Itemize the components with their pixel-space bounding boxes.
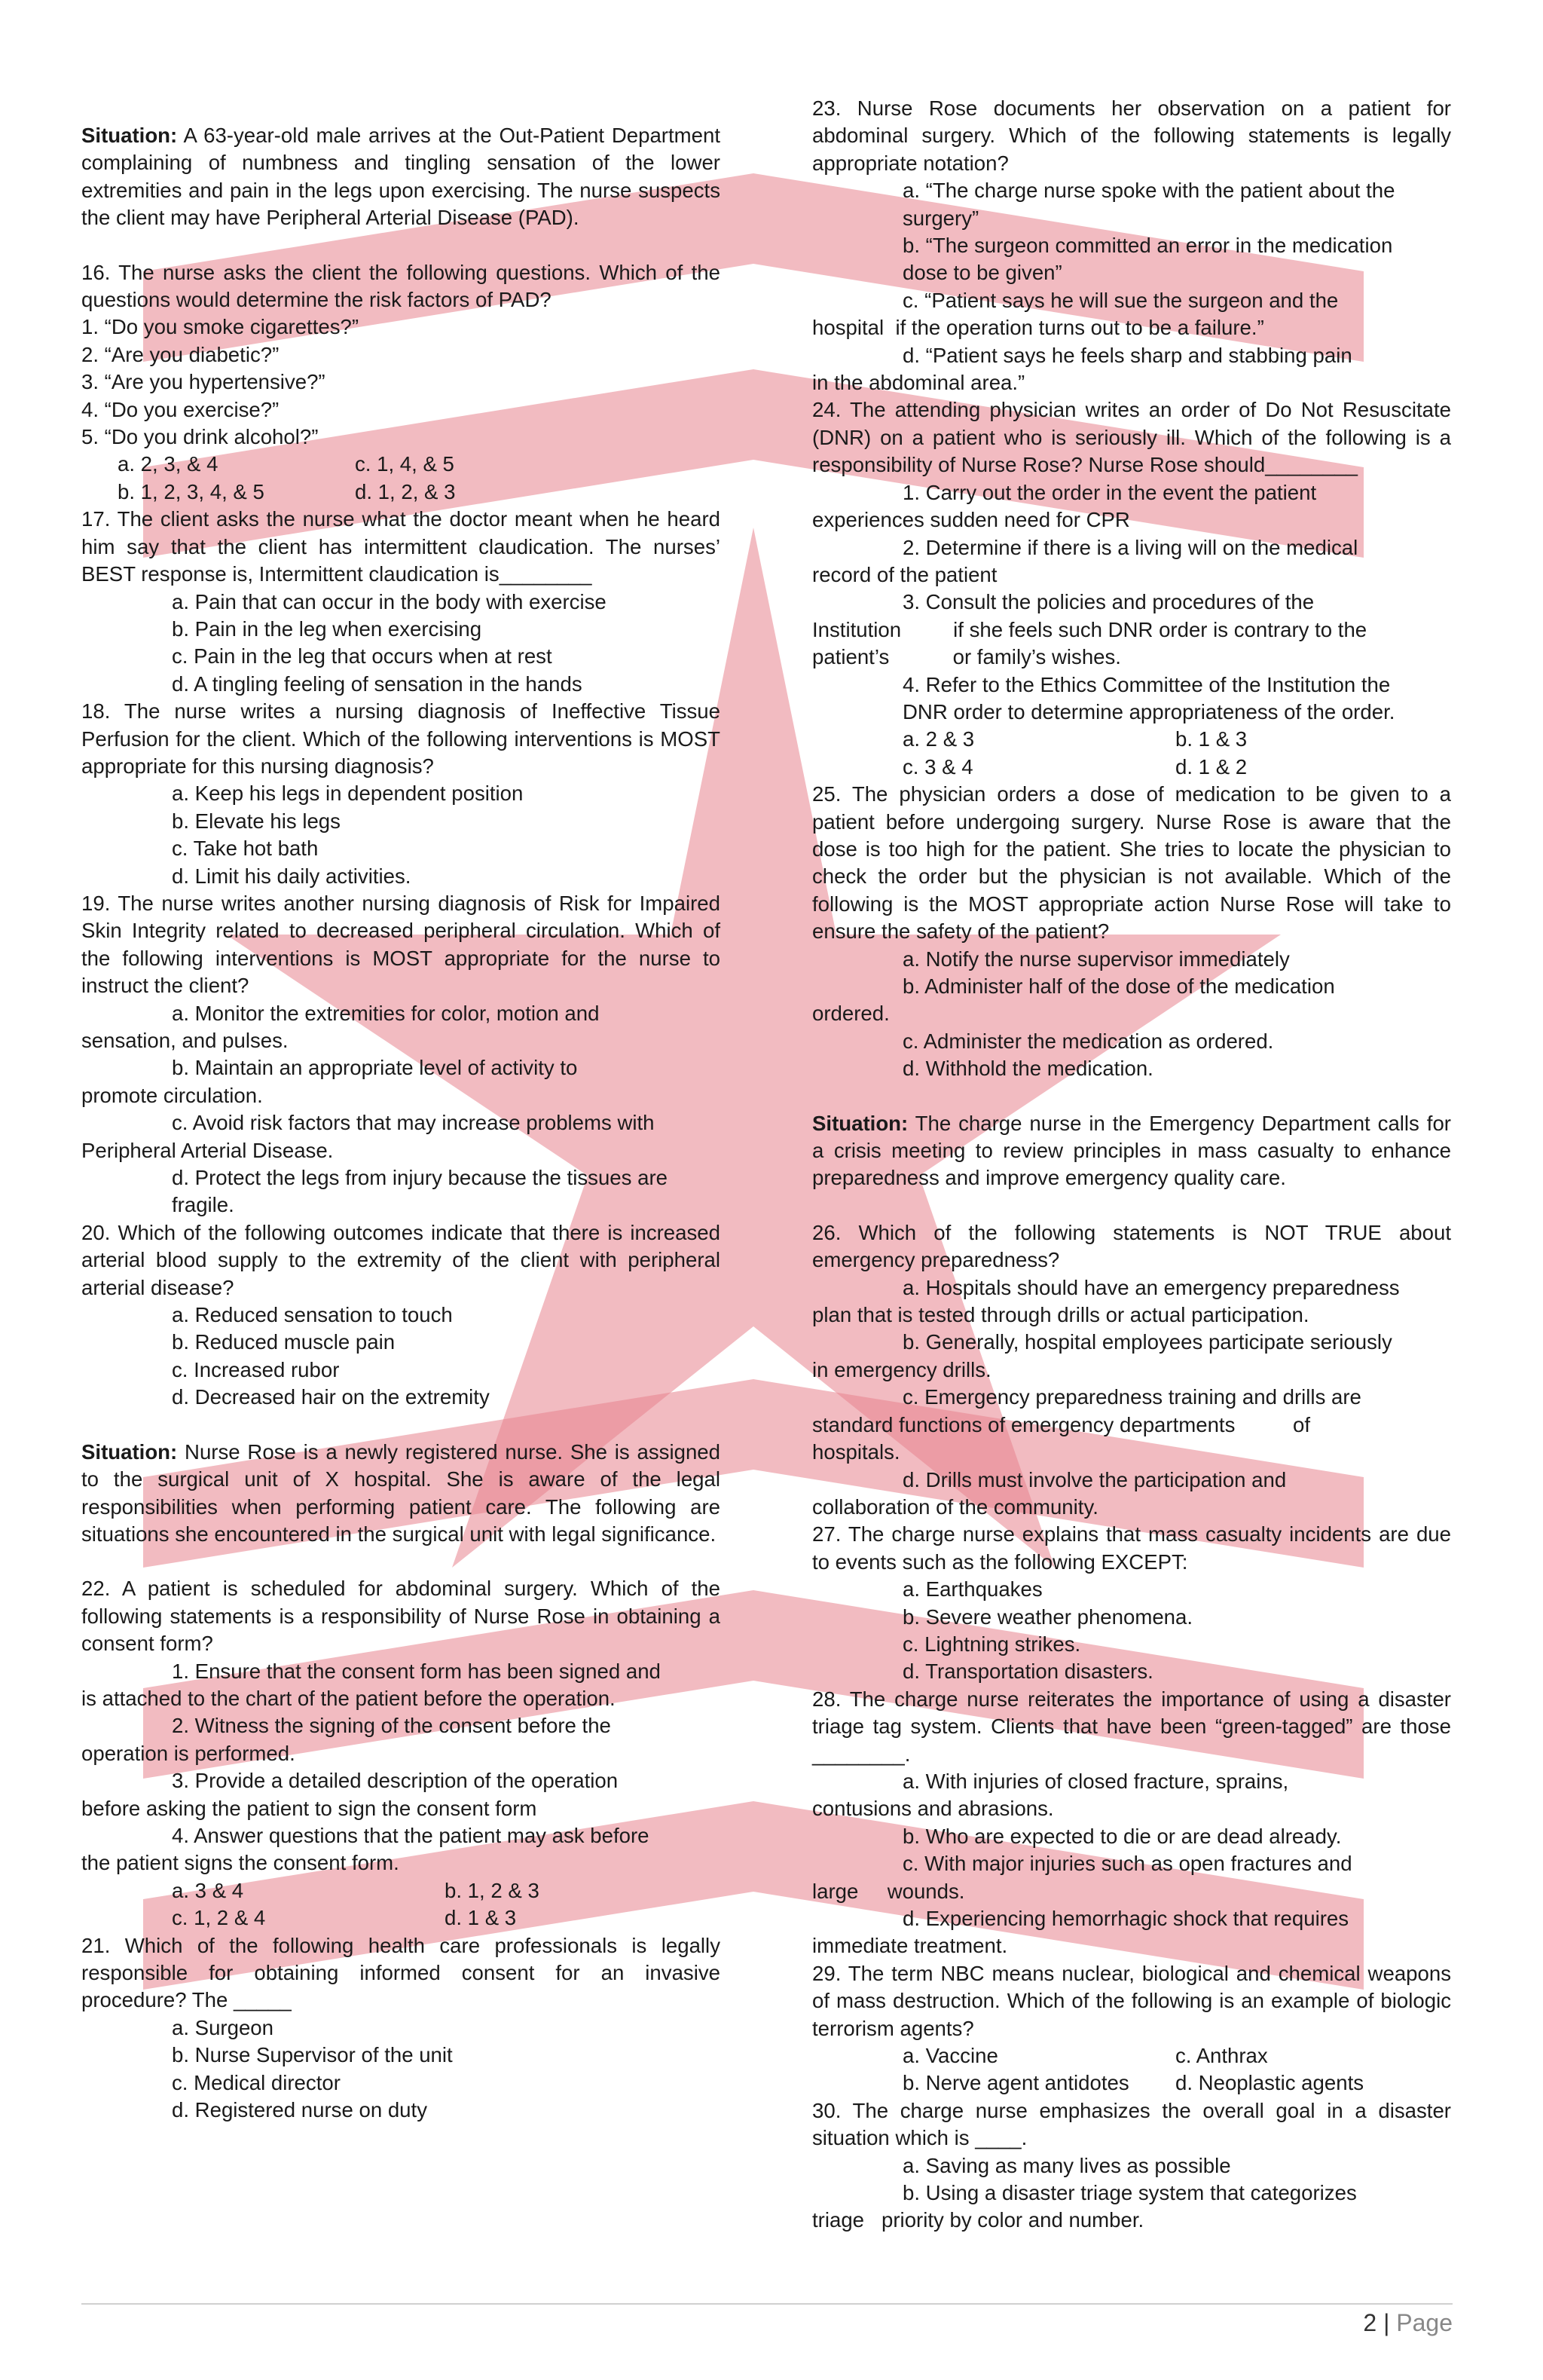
choice-b-cont: promote circulation.	[81, 1083, 263, 1107]
item-3: 3. Consult the policies and procedures of the	[903, 590, 1315, 614]
choice-b-cont: dose to be given”	[903, 261, 1062, 285]
item-1-cont: is attached to the chart of the patient before the operation.	[81, 1686, 616, 1710]
choice-c: c. Lightning strikes.	[903, 1632, 1081, 1656]
question-22: 22. A patient is scheduled for abdominal surgery. Which of the following statements is a responsibility of Nurse Rose in obtaining a consent form?	[81, 1577, 720, 1656]
choice-c-cont: standard functions of emergency departments of	[812, 1412, 1311, 1436]
choice-a: a. Surgeon	[172, 2015, 274, 2039]
choice-b: b. Using a disaster triage system that categorizes	[903, 2181, 1357, 2205]
choice-b: b. 1, 2 & 3	[445, 1878, 539, 1902]
choice-c: c. Pain in the leg that occurs when at rest	[172, 644, 552, 668]
choice-d: d. Limit his daily activities.	[172, 864, 411, 888]
choice-c-cont: hospitals.	[812, 1440, 900, 1464]
choice-a: a. Pain that can occur in the body with exercise	[172, 589, 607, 613]
choice-b: b. “The surgeon committed an error in the medication	[903, 234, 1393, 258]
choice-c: c. 1, 4, & 5	[355, 452, 454, 476]
choice-d: d. Protect the legs from injury because the tissues are	[172, 1166, 668, 1190]
choice-b-cont: triage priority by color and number.	[812, 2208, 1144, 2232]
choice-b: b. Who are expected to die or are dead already.	[903, 1824, 1342, 1848]
item-4-cont: DNR order to determine appropriateness of the order.	[903, 699, 1395, 723]
choice-d: d. Drills must involve the participation and	[903, 1467, 1287, 1491]
choice-c: c. 1, 2 & 4	[172, 1906, 266, 1930]
choice-c-cont: large wounds.	[812, 1879, 965, 1903]
choice-b: b. Elevate his legs	[172, 809, 341, 833]
question-16: 16. The nurse asks the client the following questions. Which of the questions would determine the risk factors of PAD?	[81, 260, 720, 312]
q16-item: 2. “Are you diabetic?”	[81, 342, 280, 366]
choice-c: c. Avoid risk factors that may increase problems with	[172, 1111, 655, 1135]
choice-a: a. Hospitals should have an emergency preparedness	[903, 1275, 1400, 1299]
choice-b: b. Reduced muscle pain	[172, 1330, 396, 1354]
choice-d: d. Decreased hair on the extremity	[172, 1385, 490, 1409]
item-3: 3. Provide a detailed description of the operation	[172, 1769, 619, 1793]
choice-b: b. 1 & 3	[1175, 727, 1248, 751]
choice-a: a. Reduced sensation to touch	[172, 1303, 453, 1327]
choice-a: a. “The charge nurse spoke with the patient about the	[903, 179, 1395, 203]
question-30: 30. The charge nurse emphasizes the overall goal in a disaster situation which is ____.	[812, 2098, 1451, 2150]
question-17: 17. The client asks the nurse what the doctor meant when he heard him say that the client has intermittent claudication. The nurses’ BEST response is, Intermittent claudication is________	[81, 507, 720, 586]
item-2: 2. Determine if there is a living will on the medical	[903, 535, 1358, 559]
choice-c: c. Take hot bath	[172, 837, 319, 861]
choice-c-cont: Peripheral Arterial Disease.	[81, 1138, 334, 1162]
choice-c: c. With major injuries such as open fractures and	[903, 1852, 1352, 1876]
choice-d: d. Registered nurse on duty	[172, 2098, 427, 2122]
choice-b-cont: ordered.	[812, 1002, 890, 1026]
item-3-cont: patient’s or family’s wishes.	[812, 645, 1121, 669]
choice-d-cont: in the abdominal area.”	[812, 371, 1025, 395]
choice-d: d. “Patient says he feels sharp and stabbing pain	[903, 343, 1352, 367]
item-4: 4. Answer questions that the patient may ask before	[172, 1823, 649, 1847]
item-1-cont: experiences sudden need for CPR	[812, 508, 1130, 532]
question-19: 19. The nurse writes another nursing diagnosis of Risk for Impaired Skin Integrity related to decreased peripheral circulation. Which of the following interventions is MOST appropriate for the nurse to instruct the client?	[81, 891, 720, 998]
choice-a: a. Saving as many lives as possible	[903, 2153, 1231, 2177]
choice-d: d. Transportation disasters.	[903, 1660, 1153, 1684]
choice-c: c. Medical director	[172, 2070, 341, 2094]
choice-d: d. Withhold the medication.	[903, 1057, 1153, 1081]
question-27: 27. The charge nurse explains that mass casualty incidents are due to events such as the following EXCEPT:	[812, 1522, 1451, 1574]
choice-d: d. Experiencing hemorrhagic shock that requires	[903, 1907, 1349, 1930]
choice-a: a. Vaccine	[903, 2044, 998, 2068]
choice-a: a. Monitor the extremities for color, motion and	[172, 1001, 600, 1025]
choice-a: a. Keep his legs in dependent position	[172, 782, 524, 806]
question-23: 23. Nurse Rose documents her observation on a patient for abdominal surgery. Which of the following statements is legally appropriate notation?	[812, 96, 1451, 175]
choice-b: b. Nurse Supervisor of the unit	[172, 2043, 453, 2067]
item-3-cont: before asking the patient to sign the consent form	[81, 1796, 537, 1820]
choice-b: b. Nerve agent antidotes	[903, 2071, 1129, 2095]
question-26: 26. Which of the following statements is NOT TRUE about emergency preparedness?	[812, 1220, 1451, 1272]
choice-d: d. A tingling feeling of sensation in the hands	[172, 671, 582, 696]
choice-d-cont: immediate treatment.	[812, 1934, 1008, 1958]
choice-d: d. 1 & 3	[445, 1906, 517, 1930]
choice-a: a. Earthquakes	[903, 1577, 1043, 1601]
item-1: 1. Ensure that the consent form has been signed and	[172, 1659, 661, 1683]
choice-d-cont: fragile.	[172, 1193, 234, 1217]
item-2-cont: record of the patient	[812, 562, 998, 586]
item-3-cont: Institution if she feels such DNR order is contrary to the	[812, 617, 1367, 641]
choice-d-cont: collaboration of the community.	[812, 1494, 1098, 1519]
question-18: 18. The nurse writes a nursing diagnosis of Ineffective Tissue Perfusion for the client. Which of the following interventions is MOST appropriate for this nursing diagnosis?	[81, 699, 720, 778]
left-column	[81, 95, 720, 2124]
choice-a: a. 3 & 4	[172, 1878, 244, 1902]
choice-b: b. Maintain an appropriate level of activity to	[172, 1056, 578, 1080]
choice-c: c. 3 & 4	[903, 754, 973, 779]
footer-divider	[81, 2303, 1453, 2305]
choice-b: b. 1, 2, 3, 4, & 5	[118, 479, 264, 503]
question-24: 24. The attending physician writes an order of Do Not Resuscitate (DNR) on a patient who is seriously ill. Which of the following is a responsibility of Nurse Rose? Nurse Rose should________	[812, 398, 1451, 477]
choice-a-cont: surgery”	[903, 206, 979, 230]
page-number: 2 | Page	[1363, 2309, 1453, 2336]
choice-b: b. Severe weather phenomena.	[903, 1605, 1193, 1629]
choice-c: c. Administer the medication as ordered.	[903, 1029, 1274, 1053]
situation-paragraph: Situation: The charge nurse in the Emergency Department calls for a crisis meeting to review principles in mass casualty to enhance preparedness and improve emergency quality care.	[812, 1111, 1451, 1190]
situation-paragraph: Situation: A 63-year-old male arrives at the Out-Patient Department complaining of numbness and tingling sensation of the lower extremities and pain in the legs upon exercising. The nurse suspects the client may have Peripheral Arterial Disease (PAD).	[81, 124, 720, 230]
item-4: 4. Refer to the Ethics Committee of the Institution the	[903, 672, 1391, 696]
choice-a: a. 2 & 3	[903, 727, 975, 751]
choice-d: d. Neoplastic agents	[1175, 2071, 1364, 2095]
choice-b: b. Generally, hospital employees participate seriously	[903, 1330, 1392, 1354]
q16-item: 4. “Do you exercise?”	[81, 397, 280, 421]
question-20: 20. Which of the following outcomes indicate that there is increased arterial blood supply to the extremity of the client with peripheral arterial disease?	[81, 1220, 720, 1299]
choice-a-cont: sensation, and pulses.	[81, 1029, 289, 1052]
q16-item: 5. “Do you drink alcohol?”	[81, 425, 319, 449]
question-25: 25. The physician orders a dose of medication to be given to a patient before undergoing surgery. Nurse Rose is aware that the dose is too high for the patient. She tries to locate the physician to check the order but the physician is not available. Which of the following is the MOST appropriate action Nurse Rose will take to ensure the safety of the patient?	[812, 782, 1451, 944]
choice-c: c. Increased rubor	[172, 1357, 340, 1381]
choice-a-cont: contusions and abrasions.	[812, 1797, 1054, 1821]
question-21: 21. Which of the following health care professionals is legally responsible for obtaining informed consent for an invasive procedure? The _____	[81, 1933, 720, 2012]
choice-c-cont: hospital if the operation turns out to be a failure.”	[812, 316, 1264, 340]
right-column	[812, 95, 1451, 2235]
item-4-cont: the patient signs the consent form.	[81, 1851, 399, 1875]
choice-a-cont: plan that is tested through drills or actual participation.	[812, 1303, 1309, 1327]
question-29: 29. The term NBC means nuclear, biological and chemical weapons of mass destruction. Which of the following is an example of biologic terrorism agents?	[812, 1961, 1451, 2040]
choice-c: c. “Patient says he will sue the surgeon and the	[903, 288, 1339, 312]
choice-d: d. 1, 2, & 3	[355, 479, 456, 503]
item-1: 1. Carry out the order in the event the patient	[903, 480, 1317, 504]
question-28: 28. The charge nurse reiterates the importance of using a disaster triage tag system. Clients that have been “green-tagged” are those ________.	[812, 1687, 1451, 1766]
choice-d: d. 1 & 2	[1175, 754, 1248, 779]
choice-a: a. With injuries of closed fracture, sprains,	[903, 1769, 1289, 1793]
choice-a: a. 2, 3, & 4	[118, 452, 218, 476]
q16-item: 3. “Are you hypertensive?”	[81, 370, 325, 394]
q16-item: 1. “Do you smoke cigarettes?”	[81, 315, 359, 339]
choice-b-cont: in emergency drills.	[812, 1357, 991, 1381]
situation-paragraph: Situation: Nurse Rose is a newly registered nurse. She is assigned to the surgical unit of X hospital. She is aware of the legal responsibilities when performing patient care. The following are situations she encountered in the surgical unit with legal significance.	[81, 1439, 720, 1546]
choice-b: b. Administer half of the dose of the medication	[903, 974, 1335, 998]
choice-a: a. Notify the nurse supervisor immediately	[903, 947, 1290, 971]
choice-c: c. Anthrax	[1175, 2044, 1268, 2068]
item-2: 2. Witness the signing of the consent before the	[172, 1714, 611, 1738]
choice-c: c. Emergency preparedness training and drills are	[903, 1385, 1361, 1409]
choice-b: b. Pain in the leg when exercising	[172, 616, 482, 641]
item-2-cont: operation is performed.	[81, 1741, 295, 1765]
